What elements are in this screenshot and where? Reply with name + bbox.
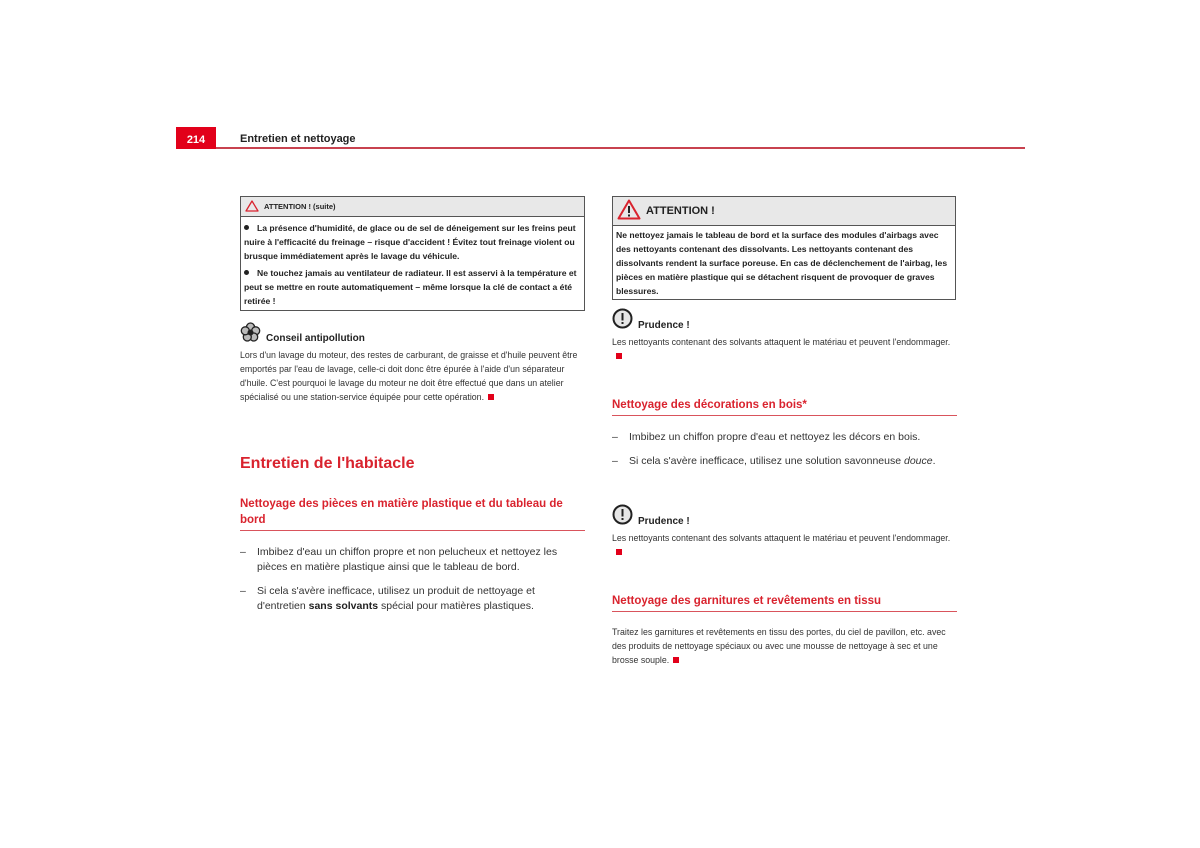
plastic-cleaning-section [240,496,585,614]
dash-icon: – [612,455,618,467]
dash-icon: – [240,546,246,558]
dash-icon: – [240,585,246,597]
eco-tip-header [240,322,585,346]
warning-continued-title: ATTENTION ! (suite) [264,202,336,211]
fabric-cleaning-section [612,593,957,667]
caution-header [612,504,957,528]
warning-triangle-icon [245,200,259,214]
header-divider [216,147,1025,149]
exclamation-circle-icon [612,504,633,528]
section-end-marker [616,353,622,359]
warning-title: ATTENTION ! [646,205,715,217]
warning-continued-box [240,196,585,311]
warning-header [613,197,955,226]
step-item: – Imbibez d'eau un chiffon propre et non pelucheux et nettoyez les pièces en matière plastique ainsi que le tableau de bord. [240,546,558,573]
caution-text: Les nettoyants contenant des solvants attaquent le matériau et peuvent l'endommager. [612,531,957,559]
warning-continued-header [241,197,584,217]
page-number: 214 [176,127,216,149]
warning-body: Ne nettoyez jamais le tableau de bord et la surface des modules d'airbags avec des nettoyants contenant des dissolvants. Les nettoyants contenant des dissolvants rendent la surface poreuse. En cas de déclenchement de l'airbag, les pièces en matière plastique qui se détachent risquent de provoquer de graves blessures. [616,230,948,296]
subsection-title: Nettoyage des garnitures et revêtements en tissu [612,595,882,607]
section-end-marker [488,394,494,400]
caution-header [612,308,957,332]
caution-note-1 [612,308,957,363]
flower-icon [240,322,261,346]
warning-box [612,196,956,300]
eco-tip [240,322,585,404]
warning-bullet: La présence d'humidité, de glace ou de sel de déneigement sur les freins peut nuire à l'efficacité du freinage – risque d'accident ! Évitez tout freinage violent ou brusque immédiatement après le lavage du véhicule. [244,223,576,261]
subsection-divider [612,611,957,612]
dash-icon: – [612,431,618,443]
subsection-divider [612,415,957,416]
warning-triangle-icon [617,199,641,223]
step-item: – Imbibez un chiffon propre d'eau et nettoyez les décors en bois. [612,431,921,443]
caution-title: Prudence ! [638,319,690,331]
caution-title: Prudence ! [638,515,690,527]
subsection-title: Nettoyage des pièces en matière plastique et du tableau de bord [240,498,563,526]
section-end-marker [616,549,622,555]
subsection-divider [240,530,585,531]
chapter-title: Entretien et nettoyage [240,133,356,145]
fabric-cleaning-text: Traitez les garnitures et revêtements en tissu des portes, du ciel de pavillon, etc. avec des produits de nettoyage spéciaux ou avec une mousse de nettoyage à sec et une brosse souple. [612,627,946,665]
section-title: Entretien de l'habitacle [240,455,415,472]
caution-note-2 [612,504,957,559]
eco-tip-title: Conseil antipollution [266,332,365,344]
step-item: – Si cela s'avère inefficace, utilisez un produit de nettoyage et d'entretien sans solvants spécial pour matières plastiques. [240,585,535,612]
bullet-icon [244,270,249,275]
bullet-icon [244,225,249,230]
eco-tip-text: Lors d'un lavage du moteur, des restes de carburant, de graisse et d'huile peuvent être emportés par l'eau de lavage, celle-ci doit donc être épurée à l'aide d'un séparateur d'huile. C'est pourquoi le lavage du moteur ne doit être effectué que dans un atelier spécialisé ou une station-service équipée pour cette opération. [240,350,578,402]
step-item: – Si cela s'avère inefficace, utilisez une solution savonneuse douce. [612,455,936,467]
caution-text: Les nettoyants contenant des solvants attaquent le matériau et peuvent l'endommager. [612,335,957,363]
exclamation-circle-icon [612,308,633,332]
warning-continued-body [241,217,584,310]
subsection-title: Nettoyage des décorations en bois* [612,399,807,411]
step-list [240,545,585,614]
warning-bullet: Ne touchez jamais au ventilateur de radiateur. Il est asservi à la température et peut se mettre en route automatiquement – même lorsque la clé de contact a été retirée ! [244,268,577,306]
section-end-marker [673,657,679,663]
wood-cleaning-section [612,397,957,469]
step-list [612,430,957,469]
